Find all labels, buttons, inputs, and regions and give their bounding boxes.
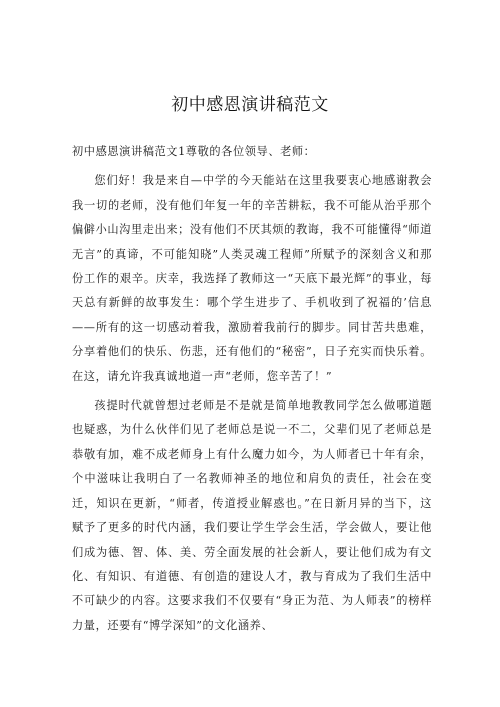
paragraph: 孩提时代就曾想过老师是不是就是简单地教教同学怎么做哪道题也疑惑，为什么伙伴们见了老师总是说一不二，父辈们见了老师总是恭敬有加，难不成老师身上有什么魔力如今，为人师者已十年有余，个中滋味让我明白了一名教师神圣的地位和肩负的责任，社会在变迁，知识在更新，“师者，传道授业解惑也。”在日新月异的当下，这赋予了更多的时代内涵，我们要让学生学会生活，学会做人，要让他们成为德、智、体、美、劳全面发展的社会新人，要让他们成为有文化、有知识、有道德、有创造的建设人才，教与育成为了我们生活中不可缺少的内容。这要求我们不仅要有“身正为范、为人师表”的榜样力量，还要有“博学深知”的文化涵养、 [72, 399, 432, 632]
document-title: 初中感恩演讲稿范文 [171, 95, 329, 115]
document-body [72, 140, 432, 643]
paragraph: 您们好！我是来自—中学的今天能站在这里我要衷心地感谢教会我一切的老师，没有他们年复一年的辛苦耕耘，我不可能从治乎那个偏僻小山沟里走出来；没有他们不厌其烦的教诲，我不可能懂得“师道无言”的真谛，不可能知晓”人类灵魂工程师”所赋予的深刻含义和那份工作的艰辛。庆幸，我选择了教师这一“天底下最光辉”的事业，每天总有新鲜的故事发生：哪个学生进步了、手机收到了祝福的’信息——所有的这一切感动着我，激励着我前行的脚步。同甘苦共患难，分享着他们的快乐、伤悲，还有他们的“秘密”，日子充实而快乐着。在这，请允许我真诚地道一声“老师，您辛苦了！” [72, 174, 432, 383]
greeting-line: 初中感恩演讲稿范文1尊敬的各位领导、老师： [72, 145, 316, 158]
